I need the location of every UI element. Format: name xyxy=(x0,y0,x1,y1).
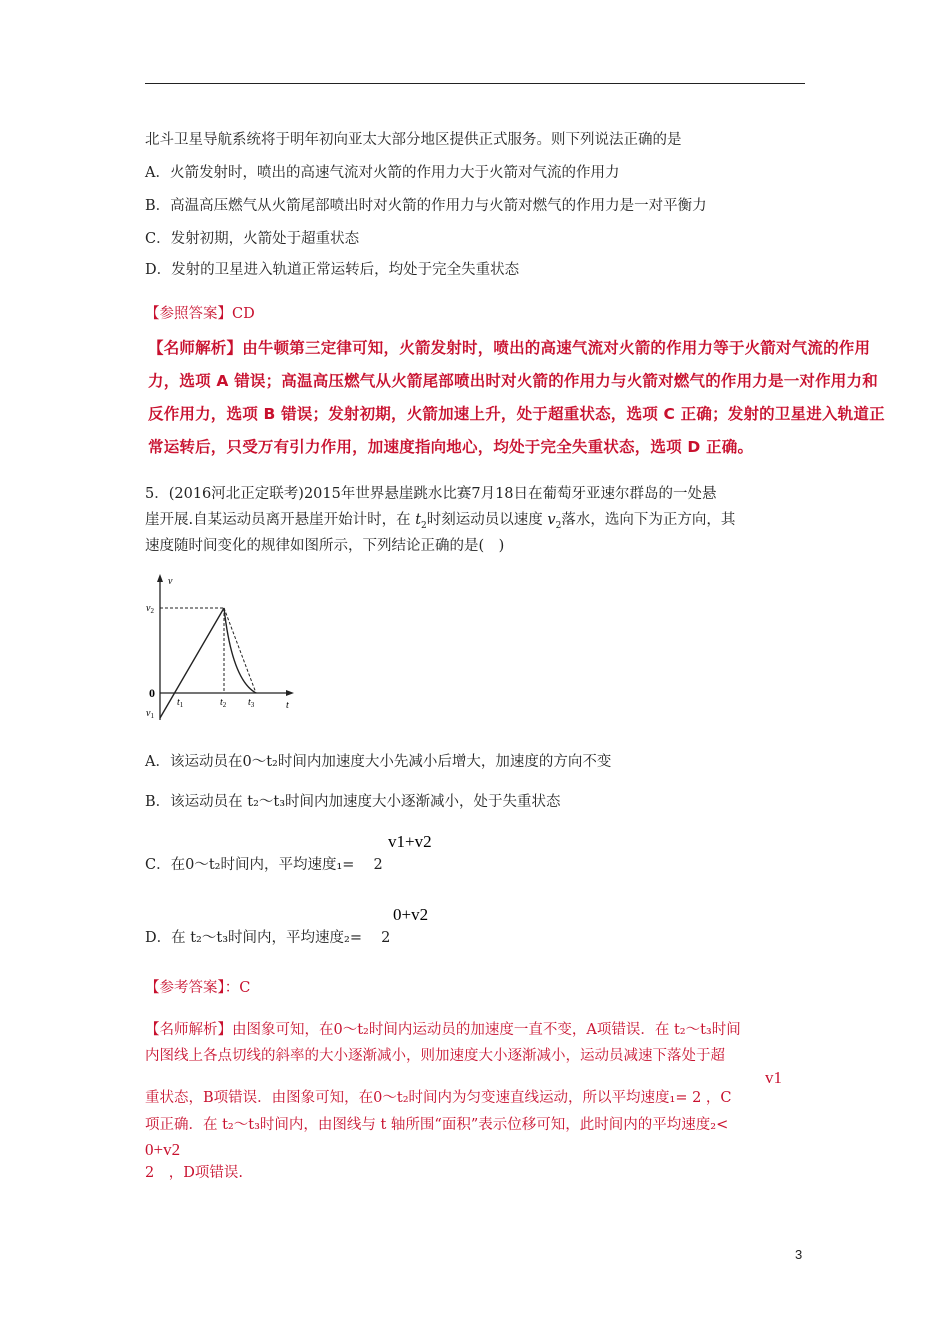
t2-label: $t_2$ xyxy=(220,697,227,709)
q5-option-b: B．该运动员在 t₂～t₃时间内加速度大小逐渐减小，处于失重状态 xyxy=(145,794,561,810)
q5-option-c-numerator: v1+v2 xyxy=(388,832,432,851)
v-axis-label: v xyxy=(168,576,173,587)
q5-analysis-numerator-1: v1 xyxy=(765,1068,782,1087)
q4-answer xyxy=(145,302,255,323)
t-axis-label: t xyxy=(286,700,289,711)
q4-answer-label: 【参照答案】 xyxy=(145,306,232,322)
t1-label: $t_1$ xyxy=(177,697,184,709)
linear-segment xyxy=(160,608,224,718)
t2-t3-dashed-chord xyxy=(224,608,256,693)
velocity-time-graph xyxy=(140,570,310,725)
q5-analysis-numerator-2: 0+v2 xyxy=(145,1140,181,1159)
origin-label: 0 xyxy=(149,686,155,700)
q5-stem-v2-sub: 2 xyxy=(555,520,562,531)
q5-stem-t2-sub: 2 xyxy=(421,520,427,531)
q4-answer-value: CD xyxy=(232,306,255,322)
q4-option-b: B．高温高压燃气从火箭尾部喷出时对火箭的作用力与火箭对燃气的作用力是一对平衡力 xyxy=(145,198,707,214)
q4-analysis-line-3: 反作用力，选项 B 错误；发射初期，火箭加速上升，处于超重状态，选项 C 正确；发射的卫星进入轨道正 xyxy=(148,405,885,423)
q5-analysis-line-6: 2 ，D项错误. xyxy=(145,1165,243,1181)
q5-stem-2b: 时刻运动员以速度 xyxy=(426,512,548,528)
q5-option-d-numerator: 0+v2 xyxy=(393,905,429,924)
q4-option-c: C．发射初期，火箭处于超重状态 xyxy=(145,231,360,247)
q5-analysis-line-3: 重状态，B项错误．由图象可知，在0～t₂时间内为匀变速直线运动，所以平均速度₁= 2 ，C xyxy=(145,1090,732,1106)
q4-analysis-line-1: 【名师解析】由牛顿第三定律可知，火箭发射时，喷出的高速气流对火箭的作用力等于火箭对气流的作用 xyxy=(148,339,871,357)
q5-stem-2a: 崖开展.自某运动员离开悬崖开始计时，在 xyxy=(145,512,416,528)
q5-stem-v2: v xyxy=(547,512,556,528)
q5-option-c: C．在0～t₂时间内，平均速度₁= 2 xyxy=(145,857,383,873)
q4-stem: 北斗卫星导航系统将于明年初向亚太大部分地区提供正式服务。则下列说法正确的是 xyxy=(145,132,682,148)
q5-stem-line-3: 速度随时间变化的规律如图所示，下列结论正确的是( ) xyxy=(145,538,505,554)
page-number: 3 xyxy=(795,1247,803,1262)
t-axis-arrow xyxy=(286,690,294,696)
q4-option-a: A．火箭发射时，喷出的高速气流对火箭的作用力大于火箭对气流的作用力 xyxy=(145,165,620,181)
v1-label: $v_1$ xyxy=(146,708,154,720)
t3-label: $t_3$ xyxy=(248,697,255,709)
q4-analysis-line-4: 常运转后，只受万有引力作用，加速度指向地心，均处于完全失重状态，选项 D 正确。 xyxy=(148,438,754,456)
q5-answer: 【参考答案】：C xyxy=(145,980,251,996)
q4-option-d: D．发射的卫星进入轨道正常运转后，均处于完全失重状态 xyxy=(145,262,520,278)
q5-stem-2c: 落水，选向下为正方向，其 xyxy=(561,512,736,528)
q5-analysis-line-1: 【名师解析】由图象可知，在0～t₂时间内运动员的加速度一直不变，A项错误．在 t₂～t₃时间 xyxy=(145,1022,741,1038)
header-rule xyxy=(145,83,805,84)
q5-analysis-line-2: 内图线上各点切线的斜率的大小逐渐减小，则加速度大小逐渐减小，运动员减速下落处于超 xyxy=(145,1048,725,1064)
q5-stem-t2: t xyxy=(415,512,422,528)
q5-option-d: D．在 t₂～t₃时间内，平均速度₂= 2 xyxy=(145,930,391,946)
v2-label: $v_2$ xyxy=(146,603,154,615)
q4-analysis-line-2: 力，选项 A 错误；高温高压燃气从火箭尾部喷出时对火箭的作用力与火箭对燃气的作用力是一对作用力和 xyxy=(148,372,878,390)
q5-stem-line-1: 5．(2016河北正定联考)2015年世界悬崖跳水比赛7月18日在葡萄牙亚速尔群岛的一处悬 xyxy=(145,486,717,502)
q5-analysis-line-4: 项正确．在 t₂～t₃时间内，由图线与 t 轴所围“面积”表示位移可知，此时间内的平均速度₂< xyxy=(145,1117,729,1133)
q5-option-a: A．该运动员在0～t₂时间内加速度大小先减小后增大，加速度的方向不变 xyxy=(145,754,612,770)
q5-stem-line-2 xyxy=(145,508,735,531)
v-axis-arrow xyxy=(157,574,163,582)
